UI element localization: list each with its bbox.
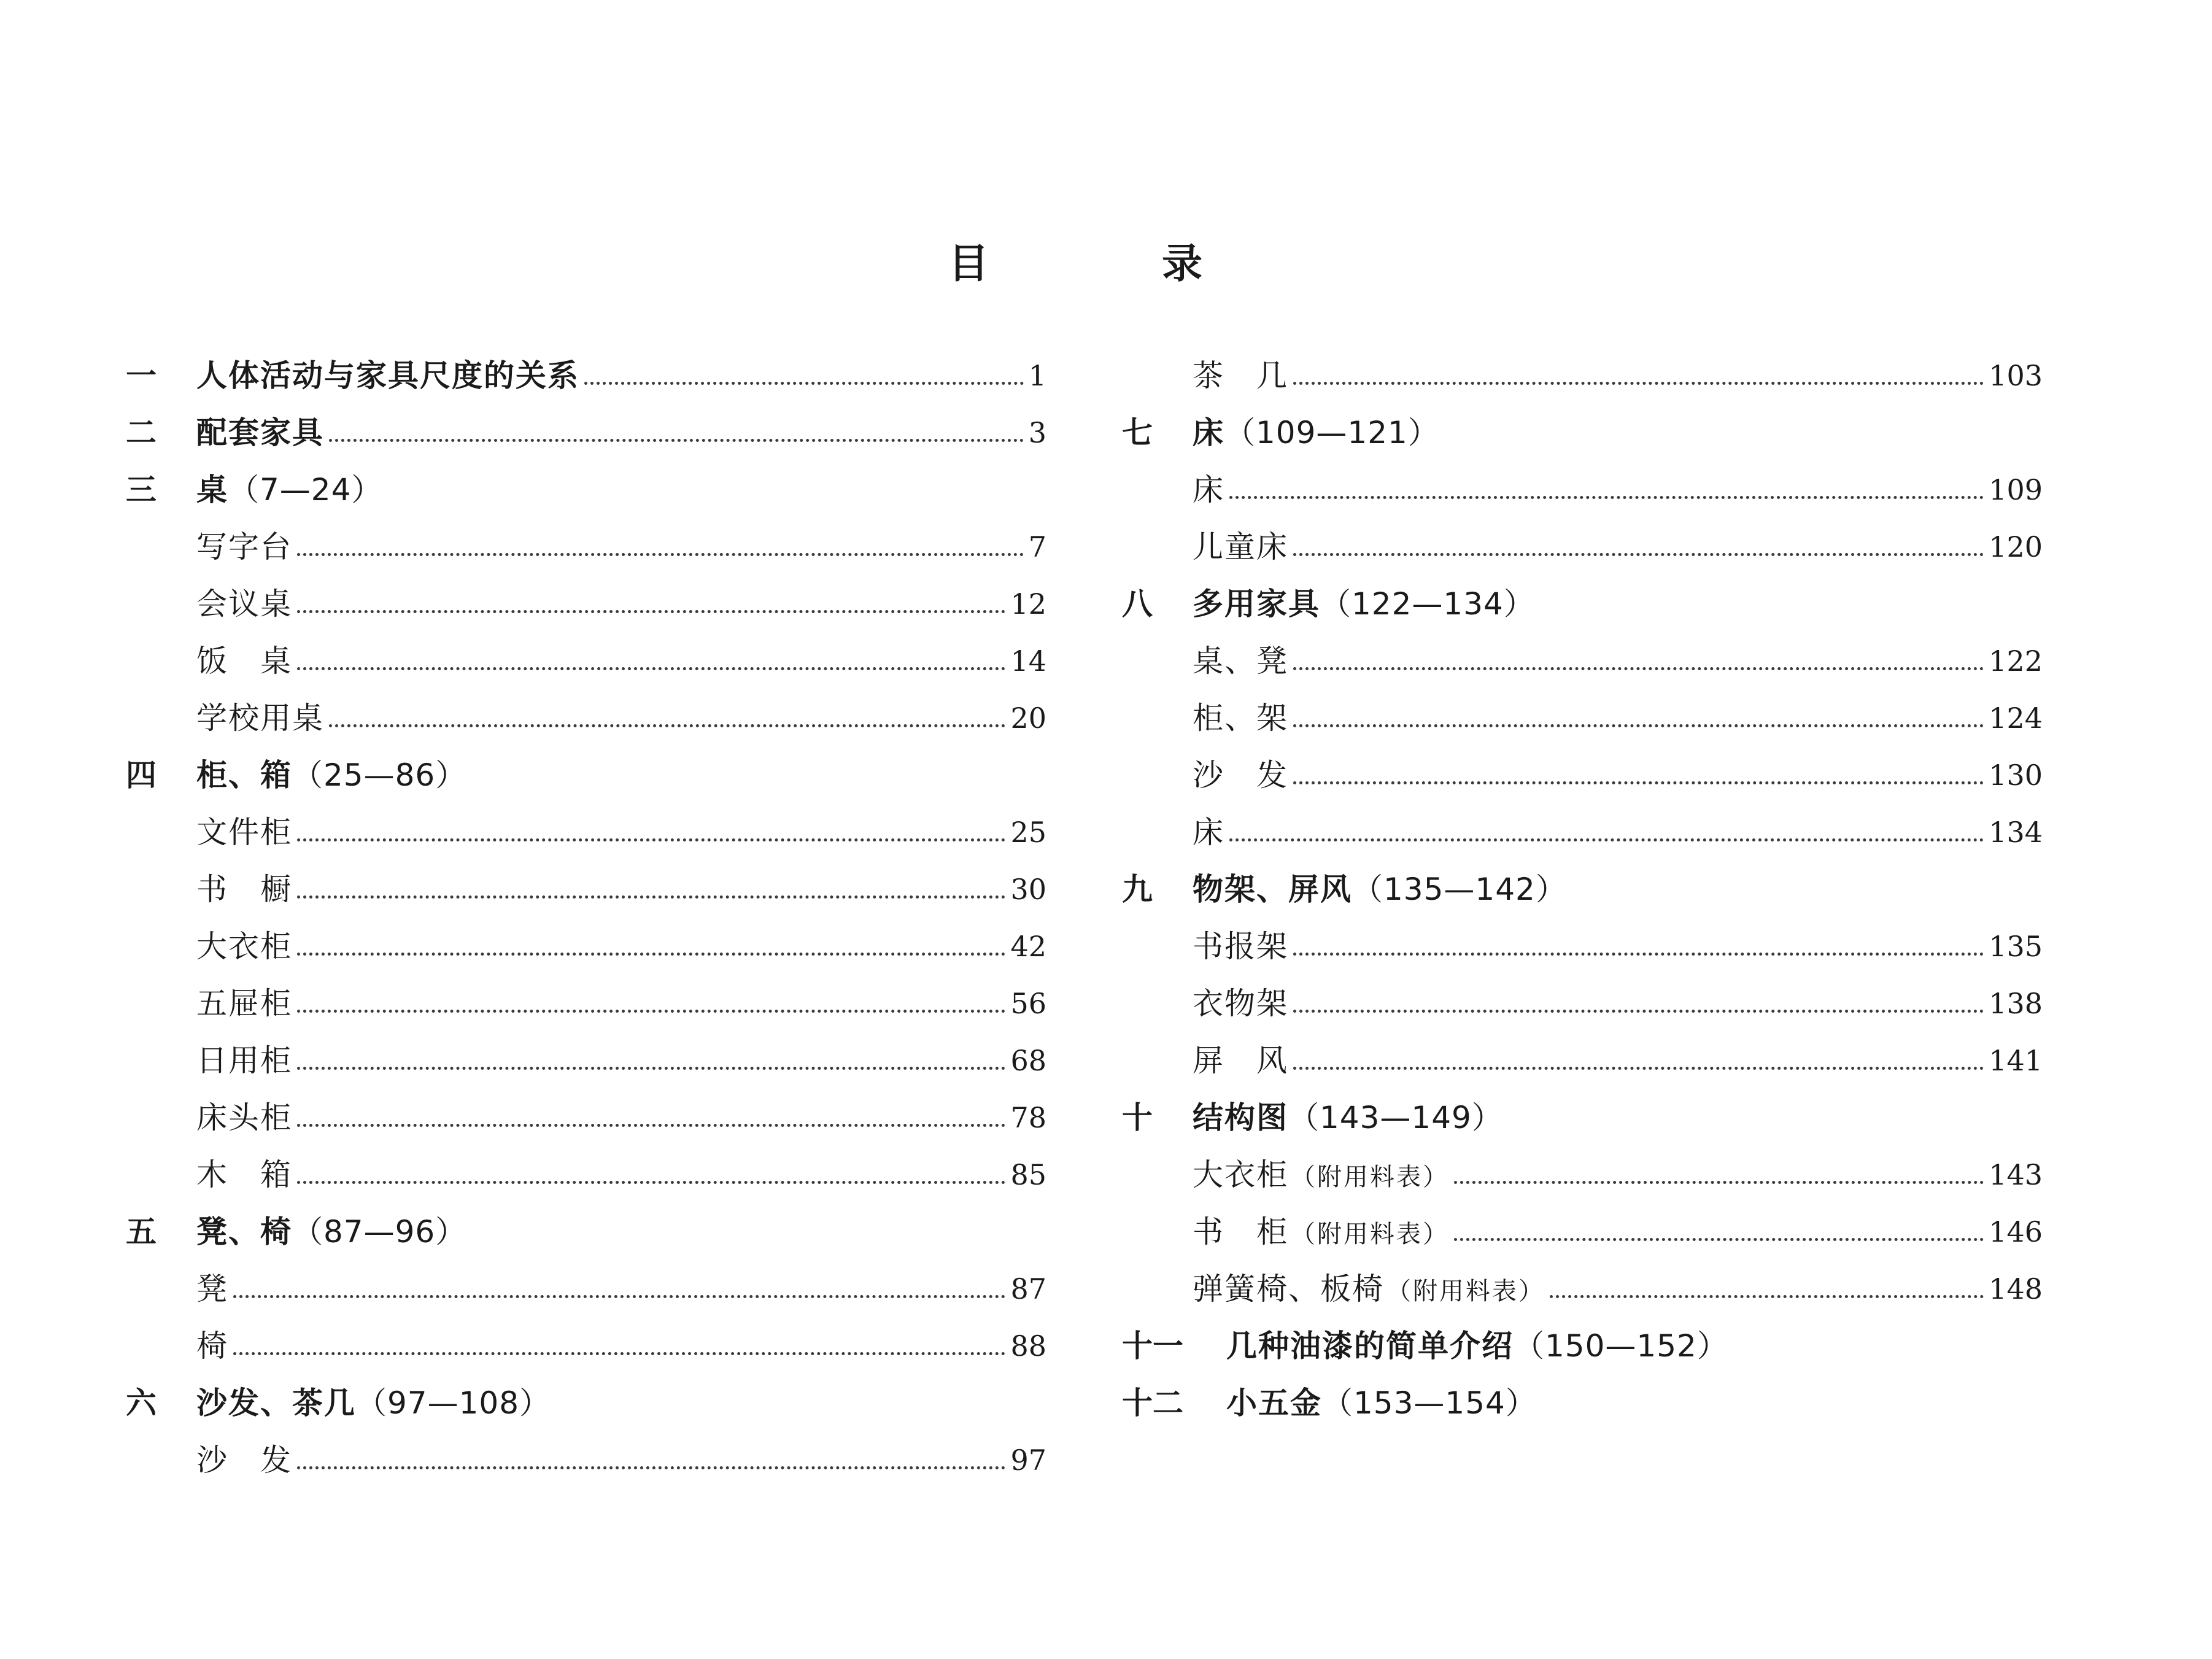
entry-label: 会议桌 — [196, 586, 292, 622]
item-title — [196, 1147, 292, 1204]
page-number: 30 — [1010, 873, 1046, 906]
section-title — [1226, 1375, 1537, 1432]
page-number: 148 — [1989, 1272, 2043, 1305]
section-title — [1193, 576, 1535, 633]
entry-label: 几种油漆的简单介绍 — [1226, 1328, 1514, 1364]
page-range: （122—134） — [1320, 586, 1535, 622]
entry-label: 五屉柜 — [196, 986, 292, 1021]
item-title — [1193, 975, 1288, 1032]
section-title — [1226, 1318, 1728, 1375]
dot-leader — [297, 1124, 1005, 1127]
dot-leader — [1293, 1067, 1984, 1070]
page-number: 97 — [1010, 1444, 1046, 1477]
toc-item-row[interactable] — [1122, 690, 2043, 747]
item-title — [1193, 804, 1224, 861]
entry-label: 写字台 — [196, 529, 292, 565]
section-number: 一 — [126, 358, 157, 393]
toc-item-row[interactable] — [126, 1261, 1046, 1318]
entry-label: 木 箱 — [196, 1157, 292, 1193]
section-title — [196, 347, 579, 404]
item-title — [196, 519, 292, 576]
entry-label: 日用柜 — [196, 1043, 292, 1078]
item-title — [196, 1089, 292, 1147]
page-number: 138 — [1989, 987, 2043, 1020]
dot-leader — [1454, 1238, 1984, 1241]
dot-leader — [329, 439, 1024, 442]
section-number: 三 — [126, 472, 157, 508]
dot-leader — [1229, 496, 1984, 499]
toc-item-row[interactable] — [126, 519, 1046, 576]
dot-leader — [297, 1010, 1005, 1013]
section-number: 六 — [126, 1385, 157, 1421]
entry-label: 凳 — [196, 1271, 228, 1307]
section-number: 十 — [1122, 1100, 1153, 1135]
page-range: （150—152） — [1514, 1328, 1728, 1364]
item-title — [196, 576, 292, 633]
entry-label: 书 柜 — [1193, 1214, 1288, 1250]
dot-leader — [297, 1466, 1005, 1469]
dot-leader — [297, 667, 1005, 670]
page-number: 103 — [1989, 359, 2043, 392]
section-number: 七 — [1122, 415, 1153, 451]
page-number: 85 — [1010, 1158, 1046, 1191]
page-number: 120 — [1989, 530, 2043, 563]
dot-leader — [1293, 1010, 1984, 1013]
toc-item-row[interactable] — [126, 1318, 1046, 1375]
page-range: （143—149） — [1288, 1100, 1503, 1135]
section-title — [196, 404, 324, 462]
item-title — [1193, 1261, 1545, 1320]
entry-label: 桌、凳 — [1193, 643, 1288, 679]
page-range: （97—108） — [356, 1385, 551, 1421]
entry-label: 沙 发 — [196, 1442, 292, 1478]
toc-section-row[interactable] — [1122, 576, 2043, 633]
toc-section-row[interactable] — [126, 347, 1046, 404]
section-number: 二 — [126, 415, 157, 451]
toc-item-row[interactable] — [126, 804, 1046, 861]
entry-label: 物架、屏风 — [1193, 872, 1352, 907]
section-number: 五 — [126, 1214, 157, 1250]
item-title — [1193, 918, 1288, 975]
toc-section-row[interactable] — [1122, 1318, 2043, 1375]
toc-section-row[interactable] — [1122, 404, 2043, 462]
entry-label: 柜、架 — [1193, 700, 1288, 736]
toc-item-row[interactable] — [126, 1147, 1046, 1204]
entry-label: 沙发、茶几 — [196, 1385, 356, 1421]
toc-item-row[interactable] — [1122, 747, 2043, 804]
page-range: （7—24） — [228, 472, 383, 508]
section-number: 四 — [126, 757, 157, 793]
item-title — [1193, 462, 1224, 519]
entry-label: 床 — [1193, 472, 1224, 508]
toc-item-row[interactable] — [1122, 519, 2043, 576]
entry-label: 桌 — [196, 472, 228, 508]
dot-leader — [329, 724, 1005, 727]
section-title — [196, 1204, 466, 1261]
entry-label: 椅 — [196, 1328, 228, 1364]
toc-item-row[interactable] — [1122, 975, 2043, 1032]
toc-section-row[interactable] — [126, 404, 1046, 462]
toc-section-row[interactable] — [126, 462, 1046, 519]
page-number: 7 — [1028, 530, 1046, 563]
dot-leader — [1550, 1295, 1984, 1298]
toc-right-column — [1122, 347, 2043, 1432]
dot-leader — [1454, 1181, 1984, 1184]
dot-leader — [233, 1295, 1005, 1298]
entry-label: 床头柜 — [196, 1100, 292, 1135]
section-title — [1193, 404, 1439, 462]
page-range: （135—142） — [1352, 872, 1567, 907]
dot-leader — [297, 610, 1005, 613]
page-range: （109—121） — [1224, 415, 1439, 451]
page-number: 78 — [1010, 1101, 1046, 1134]
item-title — [196, 1318, 228, 1375]
page-number: 122 — [1989, 644, 2043, 678]
page-number: 135 — [1989, 930, 2043, 963]
item-title — [1193, 1147, 1449, 1206]
section-number: 八 — [1122, 586, 1153, 622]
toc-item-row[interactable] — [1122, 462, 2043, 519]
page-number: 20 — [1010, 702, 1046, 735]
entry-label: 学校用桌 — [196, 700, 324, 736]
entry-label: 柜、箱 — [196, 757, 292, 793]
page-number: 3 — [1028, 416, 1046, 449]
entry-label: 儿童床 — [1193, 529, 1288, 565]
toc-item-row[interactable] — [126, 975, 1046, 1032]
toc-item-row[interactable] — [1122, 633, 2043, 690]
entry-note: （附用料表） — [1291, 1220, 1449, 1248]
dot-leader — [297, 1067, 1005, 1070]
item-title — [196, 975, 292, 1032]
dot-leader — [1293, 382, 1984, 385]
entry-note: （附用料表） — [1386, 1277, 1545, 1305]
toc-item-row[interactable] — [126, 1032, 1046, 1089]
dot-leader — [297, 838, 1005, 841]
dot-leader — [1293, 667, 1984, 670]
section-number: 十一 — [1122, 1328, 1183, 1364]
section-title — [196, 1375, 551, 1432]
item-title — [1193, 747, 1288, 804]
page-number: 143 — [1989, 1158, 2043, 1191]
entry-label: 结构图 — [1193, 1100, 1288, 1135]
toc-item-row[interactable] — [1122, 1032, 2043, 1089]
page-number: 87 — [1010, 1272, 1046, 1305]
page-number: 88 — [1010, 1329, 1046, 1363]
entry-note: （附用料表） — [1291, 1163, 1449, 1191]
page-number: 146 — [1989, 1215, 2043, 1248]
section-title — [196, 462, 382, 519]
dot-leader — [297, 1181, 1005, 1184]
toc-item-row[interactable] — [126, 1089, 1046, 1147]
item-title — [196, 633, 292, 690]
dot-leader — [297, 953, 1005, 956]
dot-leader — [1293, 724, 1984, 727]
entry-label: 大衣柜 — [196, 929, 292, 964]
section-number: 九 — [1122, 872, 1153, 907]
page-number: 25 — [1010, 816, 1046, 849]
item-title — [1193, 1032, 1288, 1089]
item-title — [1193, 633, 1288, 690]
entry-label: 衣物架 — [1193, 986, 1288, 1021]
item-title — [1193, 519, 1288, 576]
item-title — [196, 918, 292, 975]
page-number: 141 — [1989, 1044, 2043, 1077]
entry-label: 凳、椅 — [196, 1214, 292, 1250]
toc-left-column — [126, 347, 1046, 1489]
page-number: 1 — [1028, 359, 1046, 392]
entry-label: 饭 桌 — [196, 643, 292, 679]
toc-item-row[interactable] — [1122, 804, 2043, 861]
page-number: 124 — [1989, 702, 2043, 735]
dot-leader — [1293, 781, 1984, 784]
toc-item-row[interactable] — [1122, 918, 2043, 975]
dot-leader — [297, 553, 1024, 556]
toc-section-row[interactable] — [126, 1204, 1046, 1261]
page-number: 130 — [1989, 759, 2043, 792]
page-number: 12 — [1010, 587, 1046, 621]
toc-item-row[interactable] — [1122, 1261, 2043, 1318]
entry-label: 屏 风 — [1193, 1043, 1288, 1078]
entry-label: 床 — [1193, 415, 1224, 451]
page-range: （87—96） — [292, 1214, 467, 1250]
entry-label: 书报架 — [1193, 929, 1288, 964]
toc-section-row[interactable] — [1122, 1089, 2043, 1147]
toc-item-row[interactable] — [126, 690, 1046, 747]
item-title — [196, 690, 324, 747]
section-title — [1193, 1089, 1503, 1147]
toc-section-row[interactable] — [126, 747, 1046, 804]
page-range: （153—154） — [1322, 1385, 1537, 1421]
page-number: 42 — [1010, 930, 1046, 963]
dot-leader — [1293, 953, 1984, 956]
section-title — [196, 747, 466, 804]
item-title — [1193, 1204, 1449, 1263]
page-number: 68 — [1010, 1044, 1046, 1077]
toc-item-row[interactable] — [126, 633, 1046, 690]
page-number: 134 — [1989, 816, 2043, 849]
toc-section-row[interactable] — [126, 1375, 1046, 1432]
dot-leader — [584, 382, 1024, 385]
item-title — [1193, 347, 1288, 404]
page-title — [0, 236, 2212, 292]
item-title — [1193, 690, 1288, 747]
item-title — [196, 1032, 292, 1089]
toc-item-row[interactable] — [1122, 1147, 2043, 1204]
entry-label: 人体活动与家具尺度的关系 — [196, 358, 579, 393]
dot-leader — [233, 1352, 1005, 1355]
entry-label: 大衣柜 — [1193, 1157, 1288, 1193]
title-char-1: 目 — [948, 240, 989, 287]
toc-item-row[interactable] — [126, 1432, 1046, 1489]
toc-item-row[interactable] — [1122, 1204, 2043, 1261]
toc-item-row[interactable] — [126, 861, 1046, 918]
entry-label: 弹簧椅、板椅 — [1193, 1271, 1384, 1307]
toc-section-row[interactable] — [1122, 861, 2043, 918]
entry-label: 文件柜 — [196, 814, 292, 850]
entry-label: 小五金 — [1226, 1385, 1322, 1421]
dot-leader — [1293, 553, 1984, 556]
item-title — [196, 1261, 228, 1318]
entry-label: 茶 几 — [1193, 358, 1288, 393]
title-char-2: 录 — [1162, 240, 1202, 287]
entry-label: 多用家具 — [1193, 586, 1320, 622]
toc-section-row[interactable] — [1122, 1375, 2043, 1432]
entry-label: 配套家具 — [196, 415, 324, 451]
page-number: 14 — [1010, 644, 1046, 678]
page-number: 56 — [1010, 987, 1046, 1020]
dot-leader — [297, 895, 1005, 899]
entry-label: 床 — [1193, 814, 1224, 850]
toc-item-row[interactable] — [126, 576, 1046, 633]
page-number: 109 — [1989, 473, 2043, 506]
entry-label: 沙 发 — [1193, 757, 1288, 793]
item-title — [196, 804, 292, 861]
section-number: 十二 — [1122, 1385, 1183, 1421]
toc-item-row[interactable] — [1122, 347, 2043, 404]
dot-leader — [1229, 838, 1984, 841]
toc-item-row[interactable] — [126, 918, 1046, 975]
page-range: （25—86） — [292, 757, 467, 793]
section-title — [1193, 861, 1567, 918]
entry-label: 书 橱 — [196, 872, 292, 907]
item-title — [196, 1432, 292, 1489]
item-title — [196, 861, 292, 918]
